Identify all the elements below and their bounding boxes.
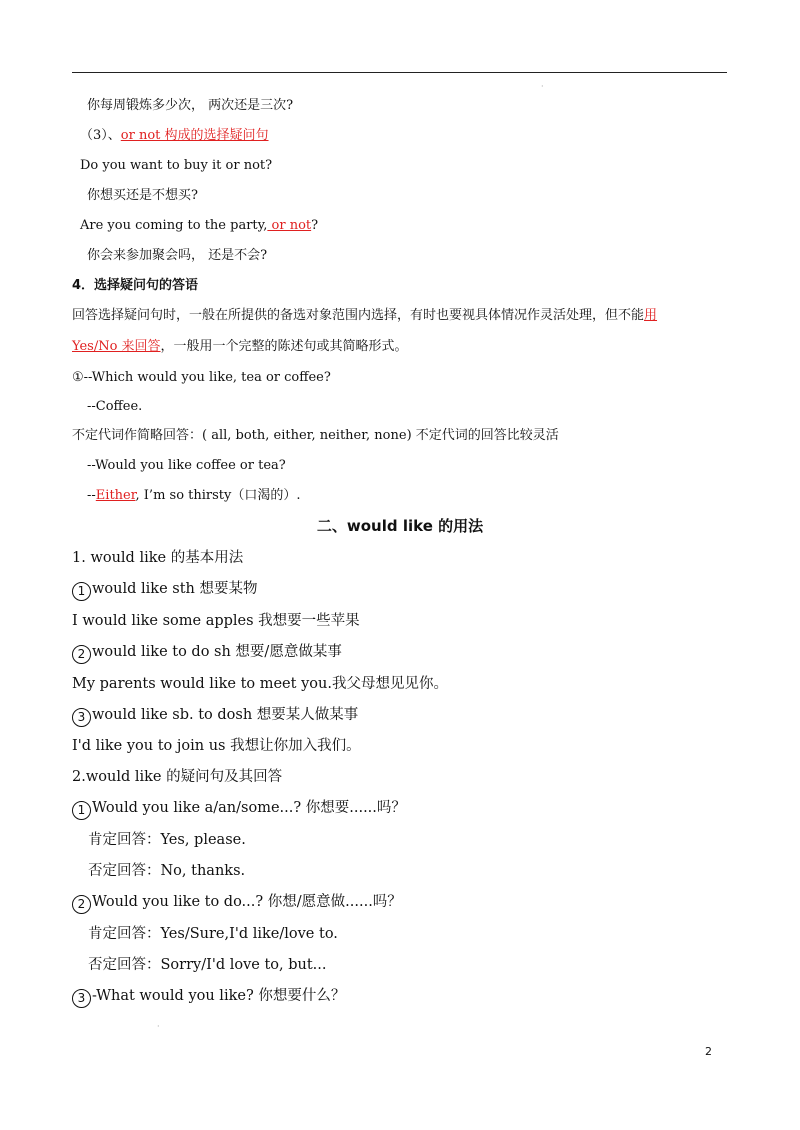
text-line: --Coffee. — [87, 399, 143, 414]
subheading: 4．选择疑问句的答语 — [72, 278, 199, 293]
text-line: 你想买还是不想买? — [87, 188, 198, 203]
text-line: 肯定回答：Yes, please. — [88, 832, 246, 848]
circled-number: 1 — [72, 801, 91, 820]
page-number: 2 — [705, 1045, 712, 1058]
text-line: 2.would like 的疑问句及其回答 — [72, 769, 283, 785]
text-line: 1. would like 的基本用法 — [72, 550, 244, 566]
text-line: Are you coming to the party, or not? — [80, 218, 319, 233]
text-line: 你每周锻炼多少次， 两次还是三次? — [87, 98, 294, 113]
text-line: I would like some apples 我想要一些苹果 — [72, 613, 360, 629]
text-line: 3 would like sb. to dosh 想要某人做某事 — [72, 705, 358, 727]
text-line: ①--Which would you like, tea or coffee? — [72, 370, 331, 385]
text-line: 1 would like sth 想要某物 — [72, 579, 257, 601]
circled-number: 3 — [72, 708, 91, 727]
text-line: --Would you like coffee or tea? — [87, 458, 286, 473]
text-line: 不定代词作简略回答：( all, both, either, neither, none) 不定代词的回答比较灵活 — [72, 428, 559, 443]
paragraph-line: 回答选择疑问句时，一般在所提供的备选对象范围内选择，有时也要视具体情况作灵活处理，但不能用 — [72, 308, 658, 323]
circled-number: 2 — [72, 645, 91, 664]
text-line: I'd like you to join us 我想让你加入我们。 — [72, 738, 361, 754]
text-line: Do you want to buy it or not? — [80, 158, 273, 173]
text-line: 3 -What would you like? 你想要什么？ — [72, 986, 345, 1008]
text-line: My parents would like to meet you.我父母想见见你。 — [72, 676, 448, 692]
circled-number: 1 — [72, 582, 91, 601]
text-line: 肯定回答：Yes/Sure,I'd like/love to. — [88, 926, 338, 942]
red-underlined-text: or not 构成的选择疑问句 — [120, 128, 269, 143]
text-line: --Either, I’m so thirsty（口渴的）. — [87, 488, 301, 503]
circled-number: 3 — [72, 989, 91, 1008]
text-line: 2 Would you like to do...? 你想/愿意做......吗？ — [72, 892, 402, 914]
text-line: （3）、or not 构成的选择疑问句 — [80, 128, 269, 143]
scan-dot: · — [157, 1022, 160, 1031]
circled-number: 2 — [72, 895, 91, 914]
text-line: 否定回答：No, thanks. — [88, 863, 246, 879]
paragraph-line: Yes/No 来回答，一般用一个完整的陈述句或其简略形式。 — [72, 339, 408, 354]
text-line: 1 Would you like a/an/some...? 你想要......吗？ — [72, 798, 406, 820]
scan-dot: · — [541, 82, 544, 91]
red-underlined-text: or not — [267, 218, 312, 233]
header-rule — [72, 72, 727, 73]
text-line: 否定回答：Sorry/I'd love to, but... — [88, 957, 327, 973]
section-title: 二、would like 的用法 — [316, 517, 484, 535]
text-line: 你会来参加聚会吗， 还是不会? — [87, 248, 268, 263]
text-line: 2 would like to do sh 想要/愿意做某事 — [72, 642, 342, 664]
